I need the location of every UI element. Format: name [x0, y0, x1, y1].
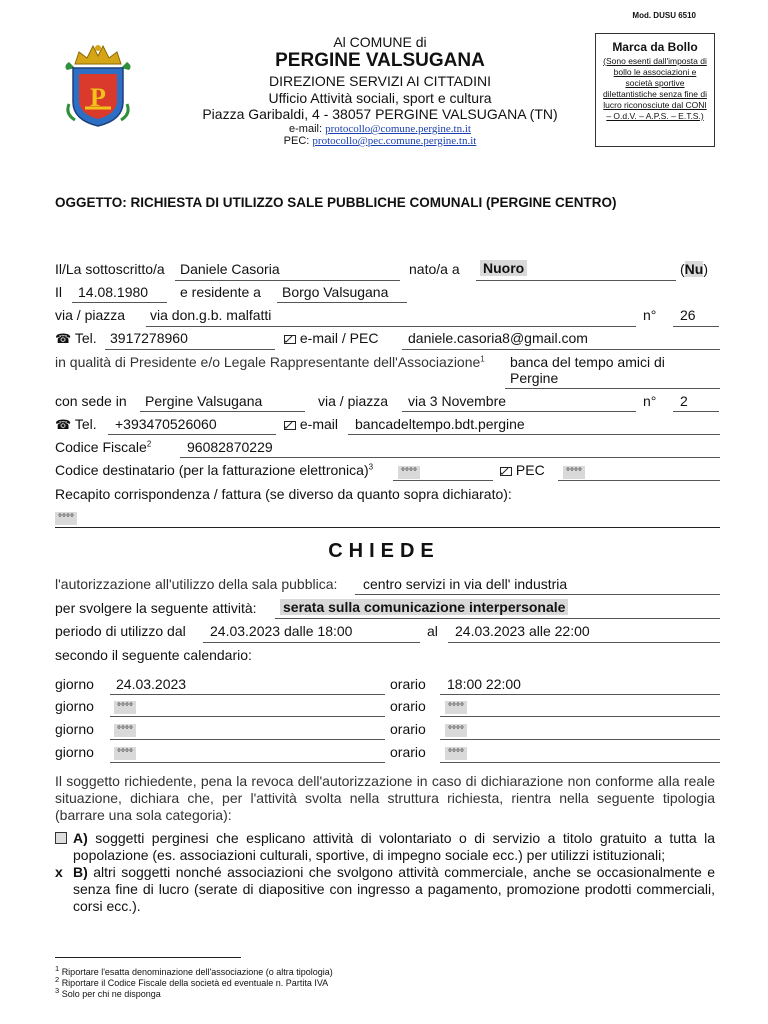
time-underline — [440, 716, 720, 717]
day-underline — [110, 694, 385, 695]
day-field[interactable]: °°°° — [114, 724, 136, 737]
association-name-line-1: banca del tempo amici di — [510, 354, 665, 370]
birthdate-label: Il — [55, 284, 62, 300]
seat-city-field[interactable]: Pergine Valsugana — [145, 393, 263, 409]
correspondence-label: Recapito corrispondenza / fattura (se diverso da quanto sopra dichiarato): — [55, 486, 512, 502]
revenue-stamp-title: Marca da Bollo — [612, 40, 698, 54]
checkbox-icon — [55, 832, 67, 844]
header-email-link[interactable]: protocollo@comune.pergine.tn.it — [325, 123, 471, 135]
period-label: periodo di utilizzo dal — [55, 623, 186, 639]
time-label: orario — [390, 744, 426, 760]
tax-code-label-wrap — [55, 439, 151, 455]
activity-field[interactable]: serata sulla comunicazione interpersonale — [280, 599, 568, 615]
assoc-email-label: e-mail — [299, 416, 339, 432]
footnote-ref-1: 1 — [480, 354, 485, 364]
time-underline — [440, 739, 720, 740]
category-option-b[interactable] — [55, 864, 715, 915]
request-heading: CHIEDE — [328, 540, 440, 562]
street-number-underline — [673, 326, 719, 327]
signer-name-field[interactable]: Daniele Casoria — [180, 261, 280, 277]
billing-pec-label: PEC — [515, 462, 545, 478]
hall-underline — [355, 594, 720, 595]
section-divider — [55, 527, 720, 528]
residence-field[interactable]: Borgo Valsugana — [282, 284, 389, 300]
envelope-icon — [284, 335, 296, 344]
footnote-text: Riportare l'esatta denominazione dell'associazione (o altra tipologia) — [61, 967, 333, 977]
header-pec-line — [180, 135, 580, 147]
day-field[interactable]: °°°° — [114, 701, 136, 714]
footnote-ref-2: 2 — [146, 439, 152, 449]
header-pec-label: PEC: — [283, 135, 310, 147]
telephone-icon: ☎ — [55, 417, 72, 432]
telephone-icon: ☎ — [55, 331, 72, 346]
birthplace-field[interactable]: Nuoro — [480, 260, 527, 276]
province-field-wrap — [680, 261, 708, 277]
email-label: e-mail / PEC — [299, 330, 379, 346]
assoc-phone-underline — [108, 434, 276, 435]
tax-code-underline — [180, 457, 720, 458]
header-email-label: e-mail: — [289, 123, 323, 135]
time-label: orario — [390, 676, 426, 692]
residence-underline — [277, 302, 407, 303]
email-label-wrap — [284, 330, 378, 346]
association-name-line-2: Pergine — [510, 370, 559, 386]
street-number-label: n° — [643, 307, 657, 323]
tax-code-field[interactable]: 96082870229 — [187, 439, 273, 455]
activity-label: per svolgere la seguente attività: — [55, 600, 257, 616]
billing-pec-underline — [558, 480, 720, 481]
street-field[interactable]: via don.g.b. malfatti — [150, 307, 272, 323]
seat-city-underline — [140, 411, 305, 412]
subject-line: OGGETTO: RICHIESTA DI UTILIZZO SALE PUBBLICHE COMUNALI (PERGINE CENTRO) — [55, 195, 617, 210]
day-label: giorno — [55, 721, 94, 737]
day-field[interactable]: 24.03.2023 — [116, 676, 187, 692]
activity-underline — [275, 618, 720, 619]
declaration-text: Il soggetto richiedente, pena la revoca dell'autorizzazione in caso di dichiarazione non conforme alla reale situazione, dichiara che, per l'attività svolta nella struttura richiesta, rientra nella seguente tipologia (barrare una sola categoria): — [55, 773, 715, 823]
municipal-crest-logo — [63, 42, 133, 128]
envelope-icon — [284, 421, 296, 430]
seat-label: con sede in — [55, 393, 127, 409]
option-a-checkbox[interactable] — [55, 830, 73, 847]
option-a-text: soggetti perginesi che esplicano attività di volontariato o di servizio a titolo gratuito a tutta la popolazione (es. associazioni culturali, sportive, di impegno sociale ecc.) per utilizzi istituzionali; — [73, 830, 716, 863]
residence-label: e residente a — [180, 284, 261, 300]
assoc-phone-label: Tel. — [74, 416, 97, 432]
hall-label: l'autorizzazione all'utilizzo della sala pubblica: — [55, 576, 338, 592]
revenue-stamp-box — [595, 33, 715, 147]
time-label: orario — [390, 698, 426, 714]
billing-pec-label-wrap — [500, 462, 545, 478]
period-from-field[interactable]: 24.03.2023 dalle 18:00 — [210, 623, 353, 639]
phone-underline — [105, 349, 275, 350]
header-pec-link[interactable]: protocollo@pec.comune.pergine.tn.it — [312, 135, 477, 147]
time-field[interactable]: °°°° — [445, 701, 467, 714]
assoc-email-underline — [348, 434, 720, 435]
seat-number-field[interactable]: 2 — [680, 393, 688, 409]
time-label: orario — [390, 721, 426, 737]
email-underline — [402, 349, 720, 350]
phone-label-wrap — [55, 330, 97, 347]
header-email-line — [180, 123, 580, 135]
office-name: Ufficio Attività sociali, sport e cultura — [268, 90, 492, 106]
phone-label: Tel. — [74, 330, 97, 346]
time-underline — [440, 762, 720, 763]
day-label: giorno — [55, 676, 94, 692]
seat-street-label: via / piazza — [318, 393, 389, 409]
signer-label: Il/La sottoscritto/a — [55, 261, 165, 277]
phone-field[interactable]: 3917278960 — [110, 330, 188, 346]
time-underline — [440, 694, 720, 695]
seat-street-field[interactable]: via 3 Novembre — [408, 393, 507, 409]
footnote-3 — [55, 986, 161, 999]
role-label: in qualità di Presidente e/o Legale Rappresentante dell'Associazione — [55, 354, 481, 370]
assoc-phone-label-wrap — [55, 416, 97, 433]
assoc-phone-field[interactable]: +393470526060 — [115, 416, 217, 432]
email-field[interactable]: daniele.casoria8@gmail.com — [408, 330, 588, 346]
category-option-a[interactable] — [55, 830, 715, 864]
province-open-paren: ( — [680, 261, 685, 277]
period-to-label: al — [427, 623, 438, 639]
footnote-number: 2 — [55, 975, 60, 984]
period-to-underline — [448, 642, 720, 643]
correspondence-field[interactable]: °°°° — [55, 512, 77, 525]
association-name-field[interactable] — [510, 354, 715, 386]
association-underline — [505, 388, 720, 389]
birthplace-underline — [476, 280, 676, 281]
seat-street-underline — [402, 411, 636, 412]
footnote-text: Solo per chi ne disponga — [61, 989, 161, 999]
role-label-wrap — [55, 354, 485, 370]
billing-pec-field[interactable]: °°°° — [563, 466, 585, 479]
seat-number-underline — [673, 411, 719, 412]
assoc-email-label-wrap — [284, 416, 338, 432]
birthplace-label: nato/a a — [409, 261, 460, 277]
province-close-paren: ) — [703, 261, 709, 277]
province-field[interactable]: Nu — [684, 261, 704, 277]
recipient-code-label-wrap — [55, 462, 373, 478]
footnote-ref-3: 3 — [368, 462, 374, 472]
tax-code-label: Codice Fiscale — [55, 439, 147, 455]
street-underline — [146, 326, 636, 327]
svg-text:P: P — [90, 83, 106, 112]
birthdate-field[interactable]: 14.08.1980 — [78, 284, 149, 300]
day-label: giorno — [55, 744, 94, 760]
option-b-letter: B) — [73, 864, 88, 880]
recipient-code-label: Codice destinatario (per la fatturazione elettronica) — [55, 462, 369, 478]
time-field[interactable]: 18:00 22:00 — [447, 676, 521, 692]
municipality-name: PERGINE VALSUGANA — [275, 50, 485, 71]
header-line-1: Al COMUNE di — [333, 34, 427, 50]
day-label: giorno — [55, 698, 94, 714]
hall-field[interactable]: centro servizi in via dell' industria — [363, 576, 568, 592]
day-underline — [110, 739, 385, 740]
signer-underline — [175, 280, 400, 281]
day-underline — [110, 716, 385, 717]
assoc-email-field[interactable]: bancadeltempo.bdt.pergine — [355, 416, 525, 432]
period-to-field[interactable]: 24.03.2023 alle 22:00 — [455, 623, 590, 639]
department-name: DIREZIONE SERVIZI AI CITTADINI — [269, 73, 491, 89]
recipient-code-underline — [393, 480, 493, 481]
office-address: Piazza Garibaldi, 4 - 38057 PERGINE VALSUGANA (TN) — [202, 106, 558, 122]
day-field[interactable]: °°°° — [114, 747, 136, 760]
form-code: Mod. DUSU 6510 — [632, 11, 696, 20]
footnote-divider — [55, 957, 241, 958]
period-from-underline — [203, 642, 420, 643]
street-label: via / piazza — [55, 307, 126, 323]
time-field[interactable]: °°°° — [445, 724, 467, 737]
street-number-field[interactable]: 26 — [680, 307, 696, 323]
option-b-text: altri soggetti nonché associazioni che svolgono attività commerciale, anche se occasionalmente e senza fine di lucro (serate di diapositive con ingresso a pagamento, promozione prodotti commerciali, corsi ecc.). — [73, 864, 716, 914]
footnote-text: Riportare il Codice Fiscale della società ed eventuale n. Partita IVA — [61, 978, 329, 988]
calendar-label: secondo il seguente calendario: — [55, 647, 252, 663]
revenue-stamp-note: (Sono esenti dall'imposta di bollo le associazioni e società sportive dilettantistiche senza fine di lucro riconosciute dal CONI – O.d.V. – A.P.S. – E.T.S.) — [603, 56, 707, 121]
birthdate-underline — [72, 302, 167, 303]
footnote-number: 1 — [55, 964, 60, 973]
day-underline — [110, 762, 385, 763]
envelope-icon — [500, 467, 512, 476]
option-a-letter: A) — [73, 830, 88, 846]
seat-number-label: n° — [643, 393, 657, 409]
option-b-mark[interactable]: x — [55, 864, 63, 880]
recipient-code-field[interactable]: °°°° — [398, 466, 420, 479]
time-field[interactable]: °°°° — [445, 747, 467, 760]
footnote-number: 3 — [55, 986, 60, 995]
